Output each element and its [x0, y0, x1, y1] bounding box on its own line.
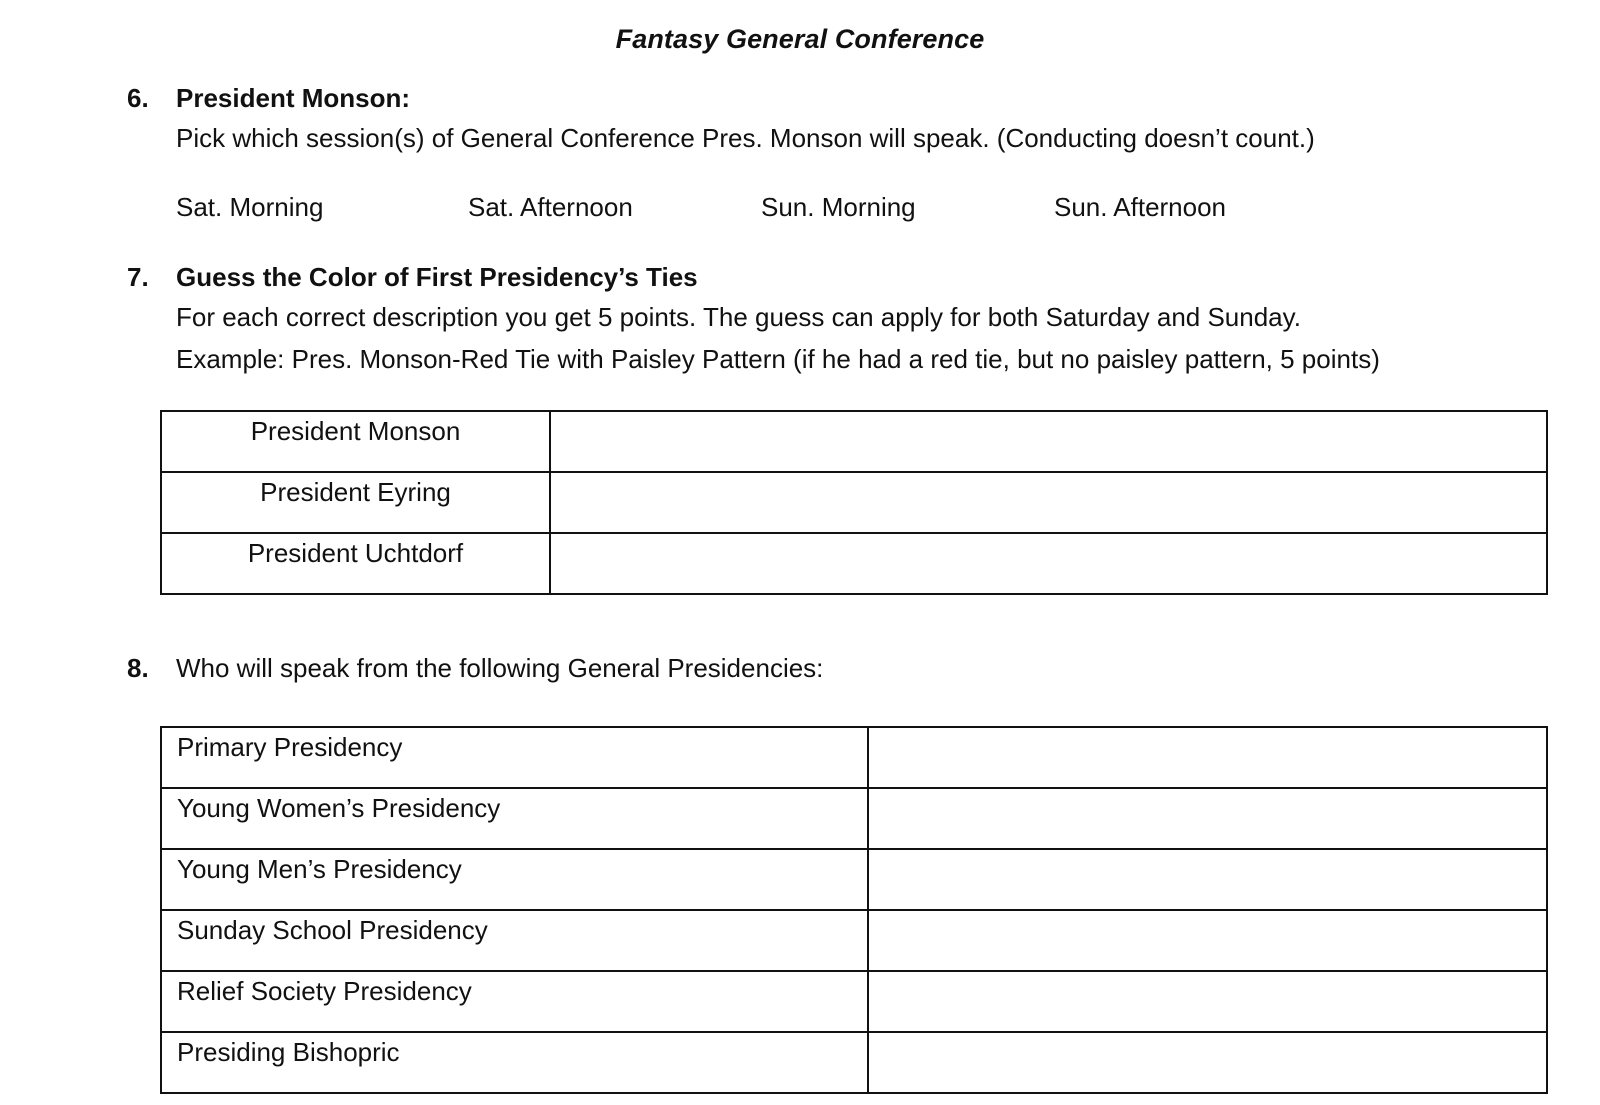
presidency-answer-cell[interactable]: [868, 971, 1547, 1032]
table-row: [161, 849, 1547, 910]
session-option-sat-afternoon[interactable]: Sat. Afternoon: [468, 192, 633, 222]
presidency-row-label: Young Men’s Presidency: [161, 849, 868, 910]
ties-row-label: President Uchtdorf: [161, 533, 550, 594]
question-7-line-1: For each correct description you get 5 points. The guess can apply for both Saturday and Sunday.: [176, 302, 1301, 332]
presidency-row-label: Young Women’s Presidency: [161, 788, 868, 849]
table-row: [161, 727, 1547, 788]
question-7-title: Guess the Color of First Presidency’s Ties: [176, 262, 698, 292]
question-6-number: 6.: [127, 83, 149, 113]
table-row: [161, 472, 1547, 533]
presidency-answer-cell[interactable]: [868, 1032, 1547, 1093]
presidency-row-label: Presiding Bishopric: [161, 1032, 868, 1093]
table-row: [161, 533, 1547, 594]
session-option-sat-morning[interactable]: Sat. Morning: [176, 192, 324, 222]
table-row: [161, 971, 1547, 1032]
ties-row-label: President Monson: [161, 411, 550, 472]
presidency-row-label: Relief Society Presidency: [161, 971, 868, 1032]
presidency-row-label: Primary Presidency: [161, 727, 868, 788]
presidency-answer-cell[interactable]: [868, 910, 1547, 971]
presidency-answer-cell[interactable]: [868, 788, 1547, 849]
presidency-answer-cell[interactable]: [868, 727, 1547, 788]
document-title: Fantasy General Conference: [615, 24, 985, 54]
ties-row-label: President Eyring: [161, 472, 550, 533]
presidency-answer-cell[interactable]: [868, 849, 1547, 910]
question-7-number: 7.: [127, 262, 149, 292]
question-8-title: Who will speak from the following General Presidencies:: [176, 653, 824, 683]
table-row: [161, 910, 1547, 971]
session-option-sun-morning[interactable]: Sun. Morning: [761, 192, 916, 222]
presidencies-table: [160, 726, 1548, 1094]
question-8-number: 8.: [127, 653, 149, 683]
ties-answer-cell[interactable]: [550, 533, 1547, 594]
ties-answer-cell[interactable]: [550, 411, 1547, 472]
table-row: [161, 788, 1547, 849]
question-6-title: President Monson:: [176, 83, 411, 113]
table-row: [161, 411, 1547, 472]
table-row: [161, 1032, 1547, 1093]
presidency-row-label: Sunday School Presidency: [161, 910, 868, 971]
question-7-line-2: Example: Pres. Monson-Red Tie with Paisley Pattern (if he had a red tie, but no paisley pattern, 5 points): [176, 344, 1380, 374]
session-options: [176, 192, 1416, 228]
question-6-instruction: Pick which session(s) of General Conference Pres. Monson will speak. (Conducting doesn’t count.): [176, 123, 1315, 153]
session-option-sun-afternoon[interactable]: Sun. Afternoon: [1054, 192, 1227, 222]
ties-table: [160, 410, 1548, 595]
ties-answer-cell[interactable]: [550, 472, 1547, 533]
